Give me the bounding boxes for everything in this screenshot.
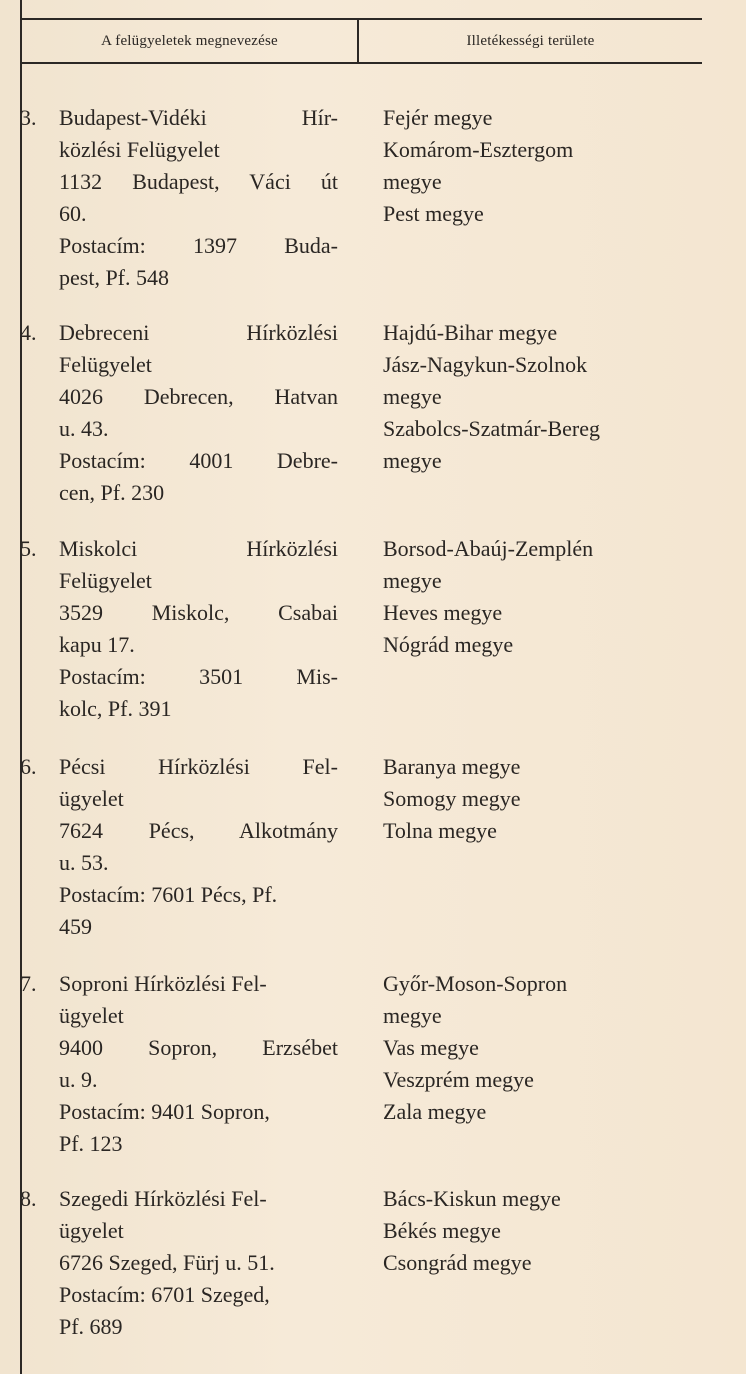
- entry-number: 3.: [20, 105, 37, 130]
- entry-office: [59, 102, 338, 294]
- office-line: Debreceni Hírközlési: [59, 320, 338, 345]
- entry-jurisdiction: [383, 968, 693, 1128]
- county-line: Békés megye: [383, 1218, 501, 1243]
- entry-number: 7.: [20, 971, 37, 996]
- entry-number: 4.: [20, 320, 37, 345]
- header-right-label: Illetékességi területe: [466, 32, 595, 49]
- office-line: Postacím: 6701 Szeged,: [59, 1282, 270, 1307]
- office-line: Pf. 689: [59, 1314, 123, 1339]
- office-line: u. 9.: [59, 1067, 98, 1092]
- office-line: közlési Felügyelet: [59, 137, 220, 162]
- header-left-column: [22, 18, 357, 64]
- county-line: megye: [383, 448, 442, 473]
- office-line: Postacím: 3501 Mis-: [59, 664, 338, 689]
- county-line: Szabolcs-Szatmár-Bereg: [383, 416, 601, 441]
- county-line: megye: [383, 384, 442, 409]
- county-line: Veszprém megye: [383, 1067, 534, 1092]
- county-line: megye: [383, 568, 442, 593]
- county-line: Jász-Nagykun-Szolnok: [383, 352, 588, 377]
- office-line: u. 43.: [59, 416, 109, 441]
- county-line: Nógrád megye: [383, 632, 514, 657]
- office-line: kapu 17.: [59, 632, 135, 657]
- office-line: 9400 Sopron, Erzsébet: [59, 1035, 338, 1060]
- office-line: 1132 Budapest, Váci út: [59, 169, 338, 194]
- entry-office: [59, 533, 338, 725]
- office-line: 7624 Pécs, Alkotmány: [59, 818, 338, 843]
- entry-jurisdiction: [383, 102, 693, 230]
- office-line: Pf. 123: [59, 1131, 123, 1156]
- office-line: Szegedi Hírközlési Fel-: [59, 1186, 267, 1211]
- entry-office: [59, 751, 338, 943]
- entry-office: [59, 1183, 338, 1343]
- office-line: Soproni Hírközlési Fel-: [59, 971, 267, 996]
- county-line: Somogy megye: [383, 786, 521, 811]
- county-line: Csongrád megye: [383, 1250, 532, 1275]
- county-line: megye: [383, 169, 442, 194]
- table-left-border: [20, 0, 22, 1374]
- office-line: Felügyelet: [59, 352, 152, 377]
- office-line: ügyelet: [59, 1218, 124, 1243]
- county-line: Bács-Kiskun megye: [383, 1186, 561, 1211]
- county-line: Borsod-Abaúj-Zemplén: [383, 536, 594, 561]
- county-line: Hajdú-Bihar megye: [383, 320, 558, 345]
- header-right-column: [359, 18, 702, 64]
- entry-number: 8.: [20, 1186, 37, 1211]
- county-line: Fejér megye: [383, 105, 493, 130]
- office-line: pest, Pf. 548: [59, 265, 169, 290]
- office-line: Budapest-Vidéki Hír-: [59, 105, 338, 130]
- office-line: 4026 Debrecen, Hatvan: [59, 384, 338, 409]
- county-line: megye: [383, 1003, 442, 1028]
- entry-jurisdiction: [383, 317, 693, 477]
- entry-office: [59, 968, 338, 1160]
- office-line: Felügyelet: [59, 568, 152, 593]
- office-line: Postacím: 7601 Pécs, Pf.: [59, 882, 278, 907]
- office-line: ügyelet: [59, 1003, 124, 1028]
- county-line: Pest megye: [383, 201, 484, 226]
- office-line: 3529 Miskolc, Csabai: [59, 600, 338, 625]
- header-left-label: A felügyeletek megnevezése: [101, 32, 278, 49]
- office-line: 6726 Szeged, Fürj u. 51.: [59, 1250, 275, 1275]
- entry-office: [59, 317, 338, 509]
- office-line: Miskolci Hírközlési: [59, 536, 338, 561]
- entry-number: 5.: [20, 536, 37, 561]
- entry-jurisdiction: [383, 533, 693, 661]
- county-line: Győr-Moson-Sopron: [383, 971, 568, 996]
- entry-jurisdiction: [383, 751, 693, 847]
- county-line: Vas megye: [383, 1035, 479, 1060]
- county-line: Tolna megye: [383, 818, 497, 843]
- office-line: 60.: [59, 201, 87, 226]
- office-line: cen, Pf. 230: [59, 480, 165, 505]
- county-line: Baranya megye: [383, 754, 521, 779]
- entry-jurisdiction: [383, 1183, 693, 1279]
- office-line: 459: [59, 914, 92, 939]
- office-line: u. 53.: [59, 850, 109, 875]
- office-line: kolc, Pf. 391: [59, 696, 172, 721]
- county-line: Heves megye: [383, 600, 503, 625]
- office-line: ügyelet: [59, 786, 124, 811]
- office-line: Pécsi Hírközlési Fel-: [59, 754, 338, 779]
- office-line: Postacím: 1397 Buda-: [59, 233, 338, 258]
- county-line: Zala megye: [383, 1099, 487, 1124]
- office-line: Postacím: 4001 Debre-: [59, 448, 338, 473]
- county-line: Komárom-Esztergom: [383, 137, 574, 162]
- office-line: Postacím: 9401 Sopron,: [59, 1099, 270, 1124]
- entry-number: 6.: [20, 754, 37, 779]
